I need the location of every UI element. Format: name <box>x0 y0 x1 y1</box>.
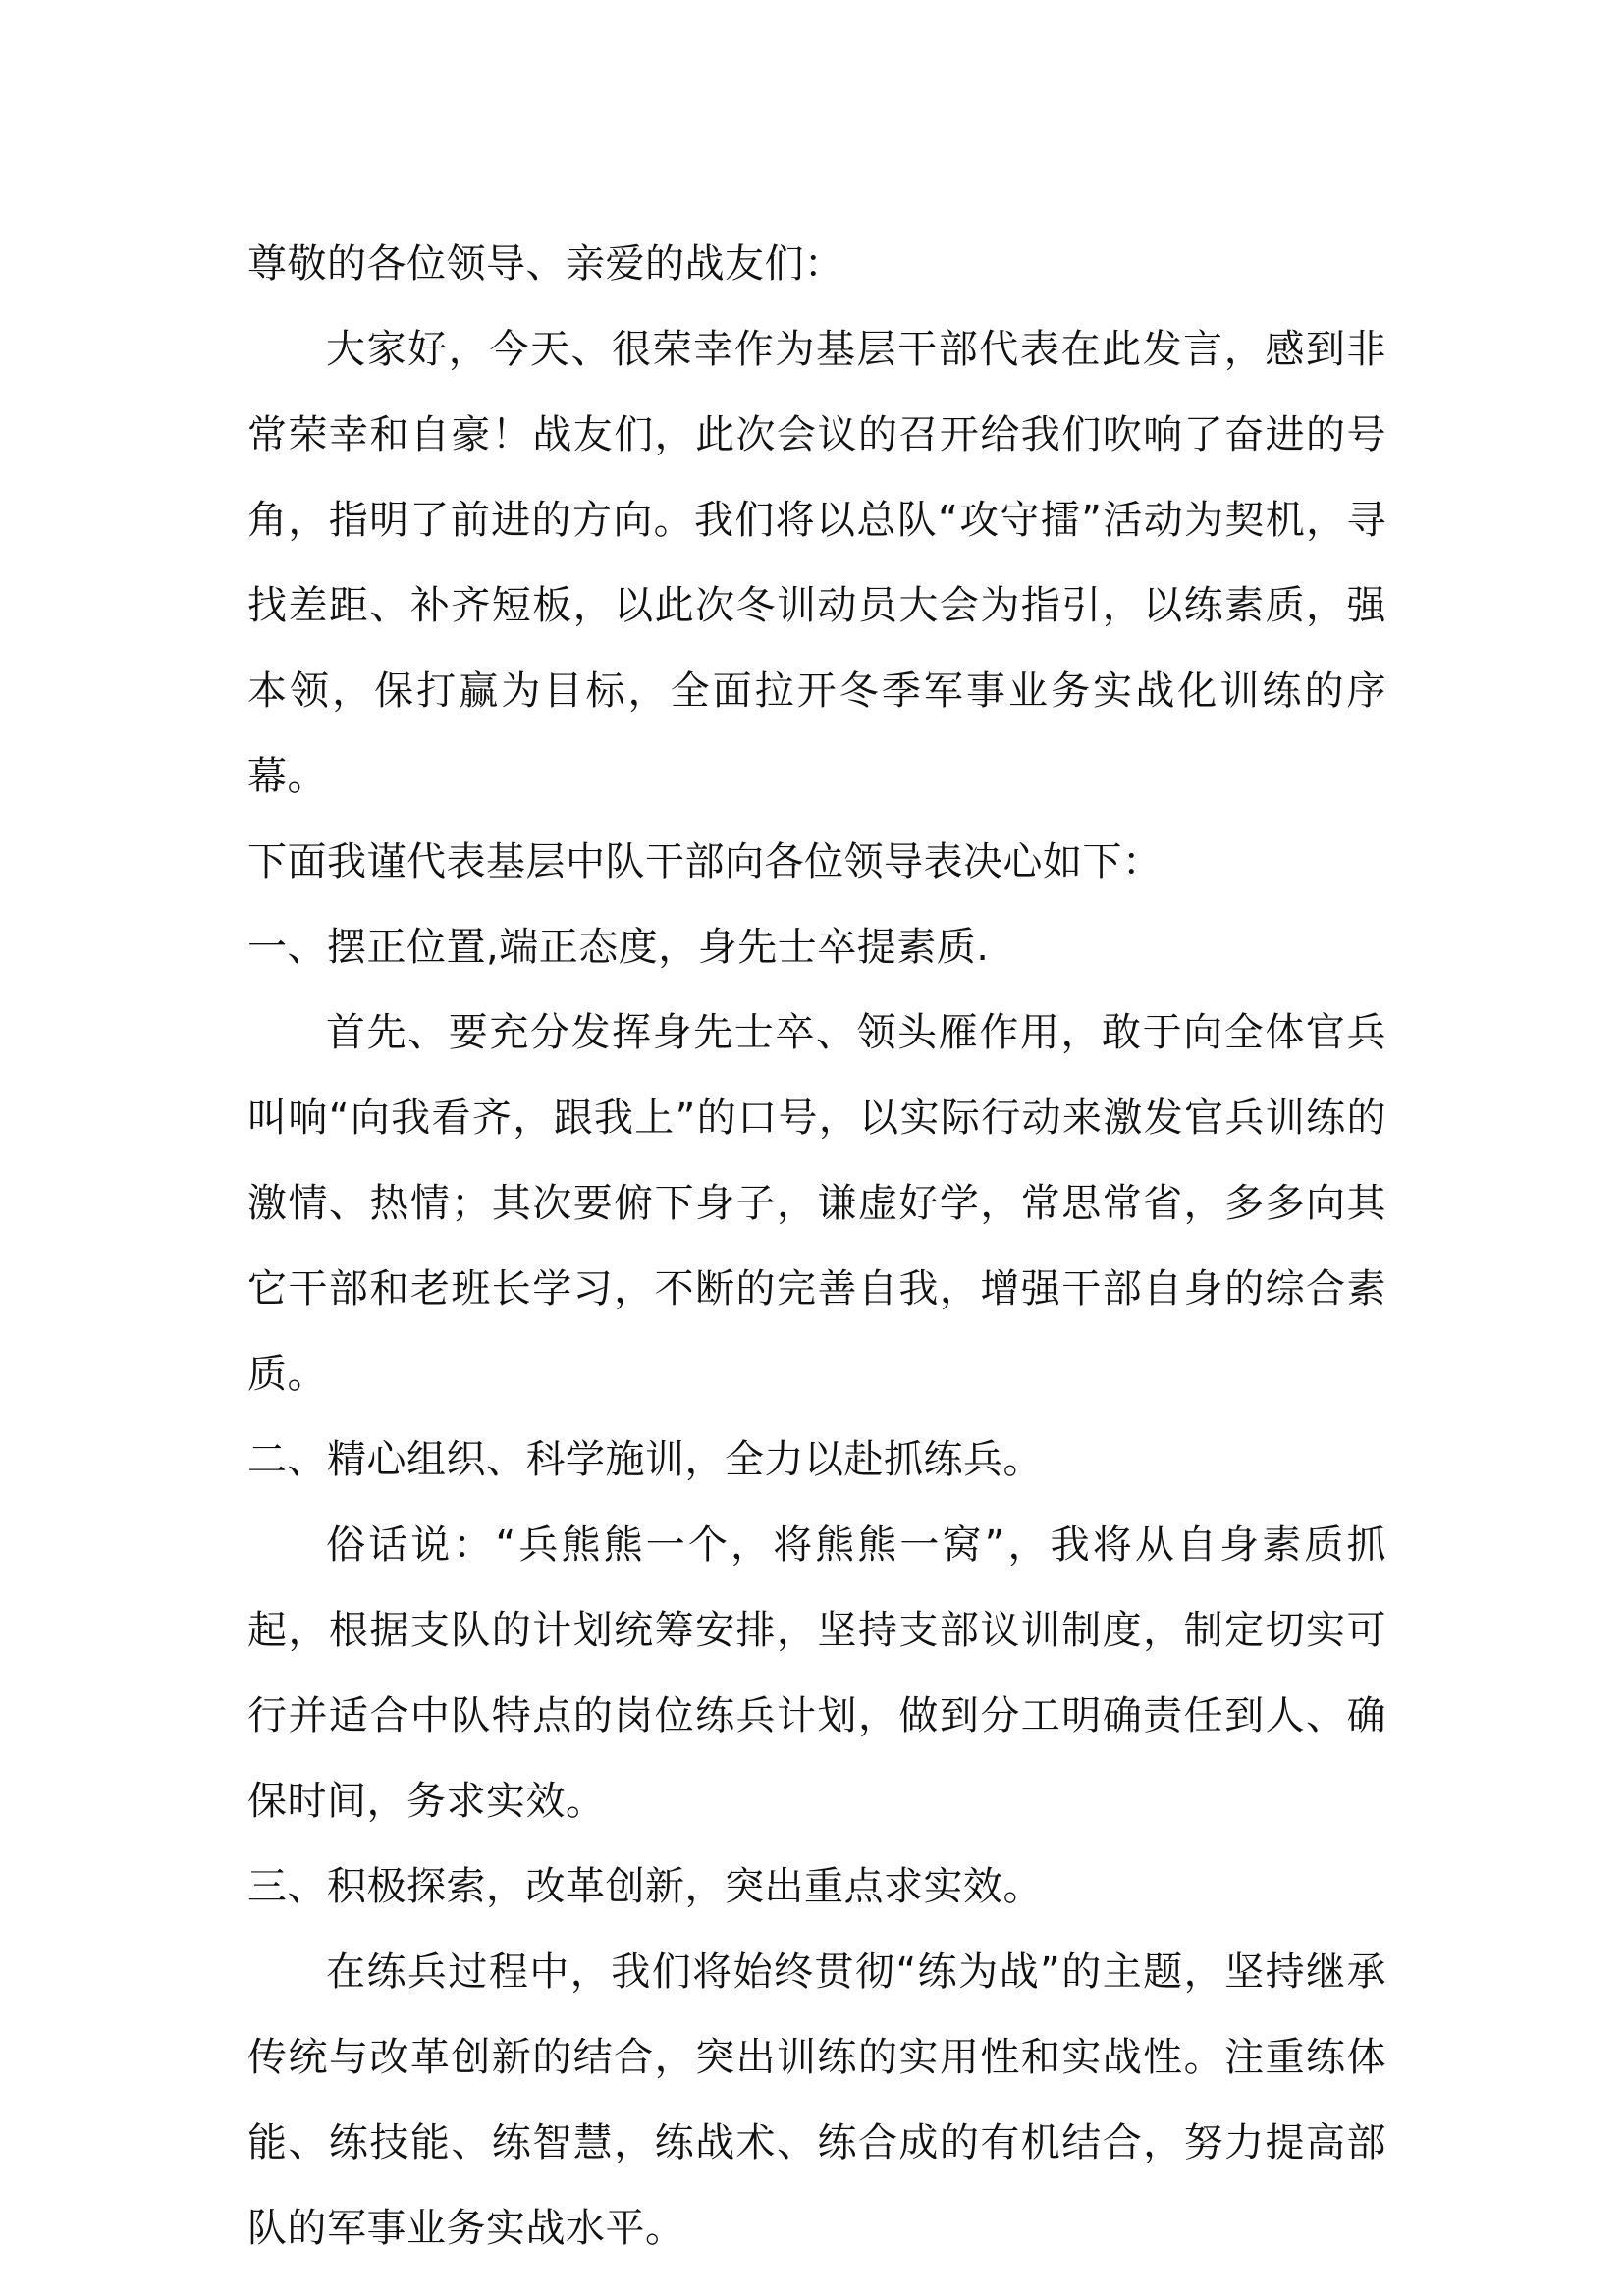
salutation: 尊敬的各位领导、亲爱的战友们： <box>247 241 844 287</box>
paragraph-section-3: 在练兵过程中，我们将始终贯彻“练为战”的主题，坚持继承传统与改革创新的结合，突出训练的实用性和实战性。注重练体能、练技能、练智慧，练战术、练合成的有机结合，努力提高部队的军事业务实战水平。 <box>247 1949 1386 2251</box>
paragraph-opening: 大家好，今天、很荣幸作为基层干部代表在此发言，感到非常荣幸和自豪！战友们，此次会议的召开给我们吹响了奋进的号角，指明了前进的方向。我们将以总队“攻守擂”活动为契机，寻找差距、补齐短板，以此次冬训动员大会为指引，以练素质，强本领，保打赢为目标，全面拉开冬季军事业务实战化训练的序幕。 <box>247 327 1386 799</box>
paragraph-section-1: 首先、要充分发挥身先士卒、领头雁作用，敢于向全体官兵叫响“向我看齐，跟我上”的口号，以实际行动来激发官兵训练的激情、热情；其次要俯下身子，谦虚好学，常思常省，多多向其它干部和老班长学习，不断的完善自我，增强干部自身的综合素质。 <box>247 1010 1386 1397</box>
paragraph-intro-resolve: 下面我谨代表基层中队干部向各位领导表决心如下： <box>247 839 1163 884</box>
section-heading-1: 一、摆正位置,端正态度，身先士卒提素质. <box>247 925 990 970</box>
document-body <box>247 222 1386 2271</box>
section-heading-3: 三、积极探索，改革创新，突出重点求实效。 <box>247 1864 1043 1909</box>
section-heading-2: 二、精心组织、科学施训，全力以赴抓练兵。 <box>247 1437 1043 1482</box>
paragraph-section-2: 俗话说：“兵熊熊一个，将熊熊一窝”，我将从自身素质抓起，根据支队的计划统筹安排，坚持支部议训制度，制定切实可行并适合中队特点的岗位练兵计划，做到分工明确责任到人、确保时间，务求实效。 <box>247 1522 1386 1824</box>
